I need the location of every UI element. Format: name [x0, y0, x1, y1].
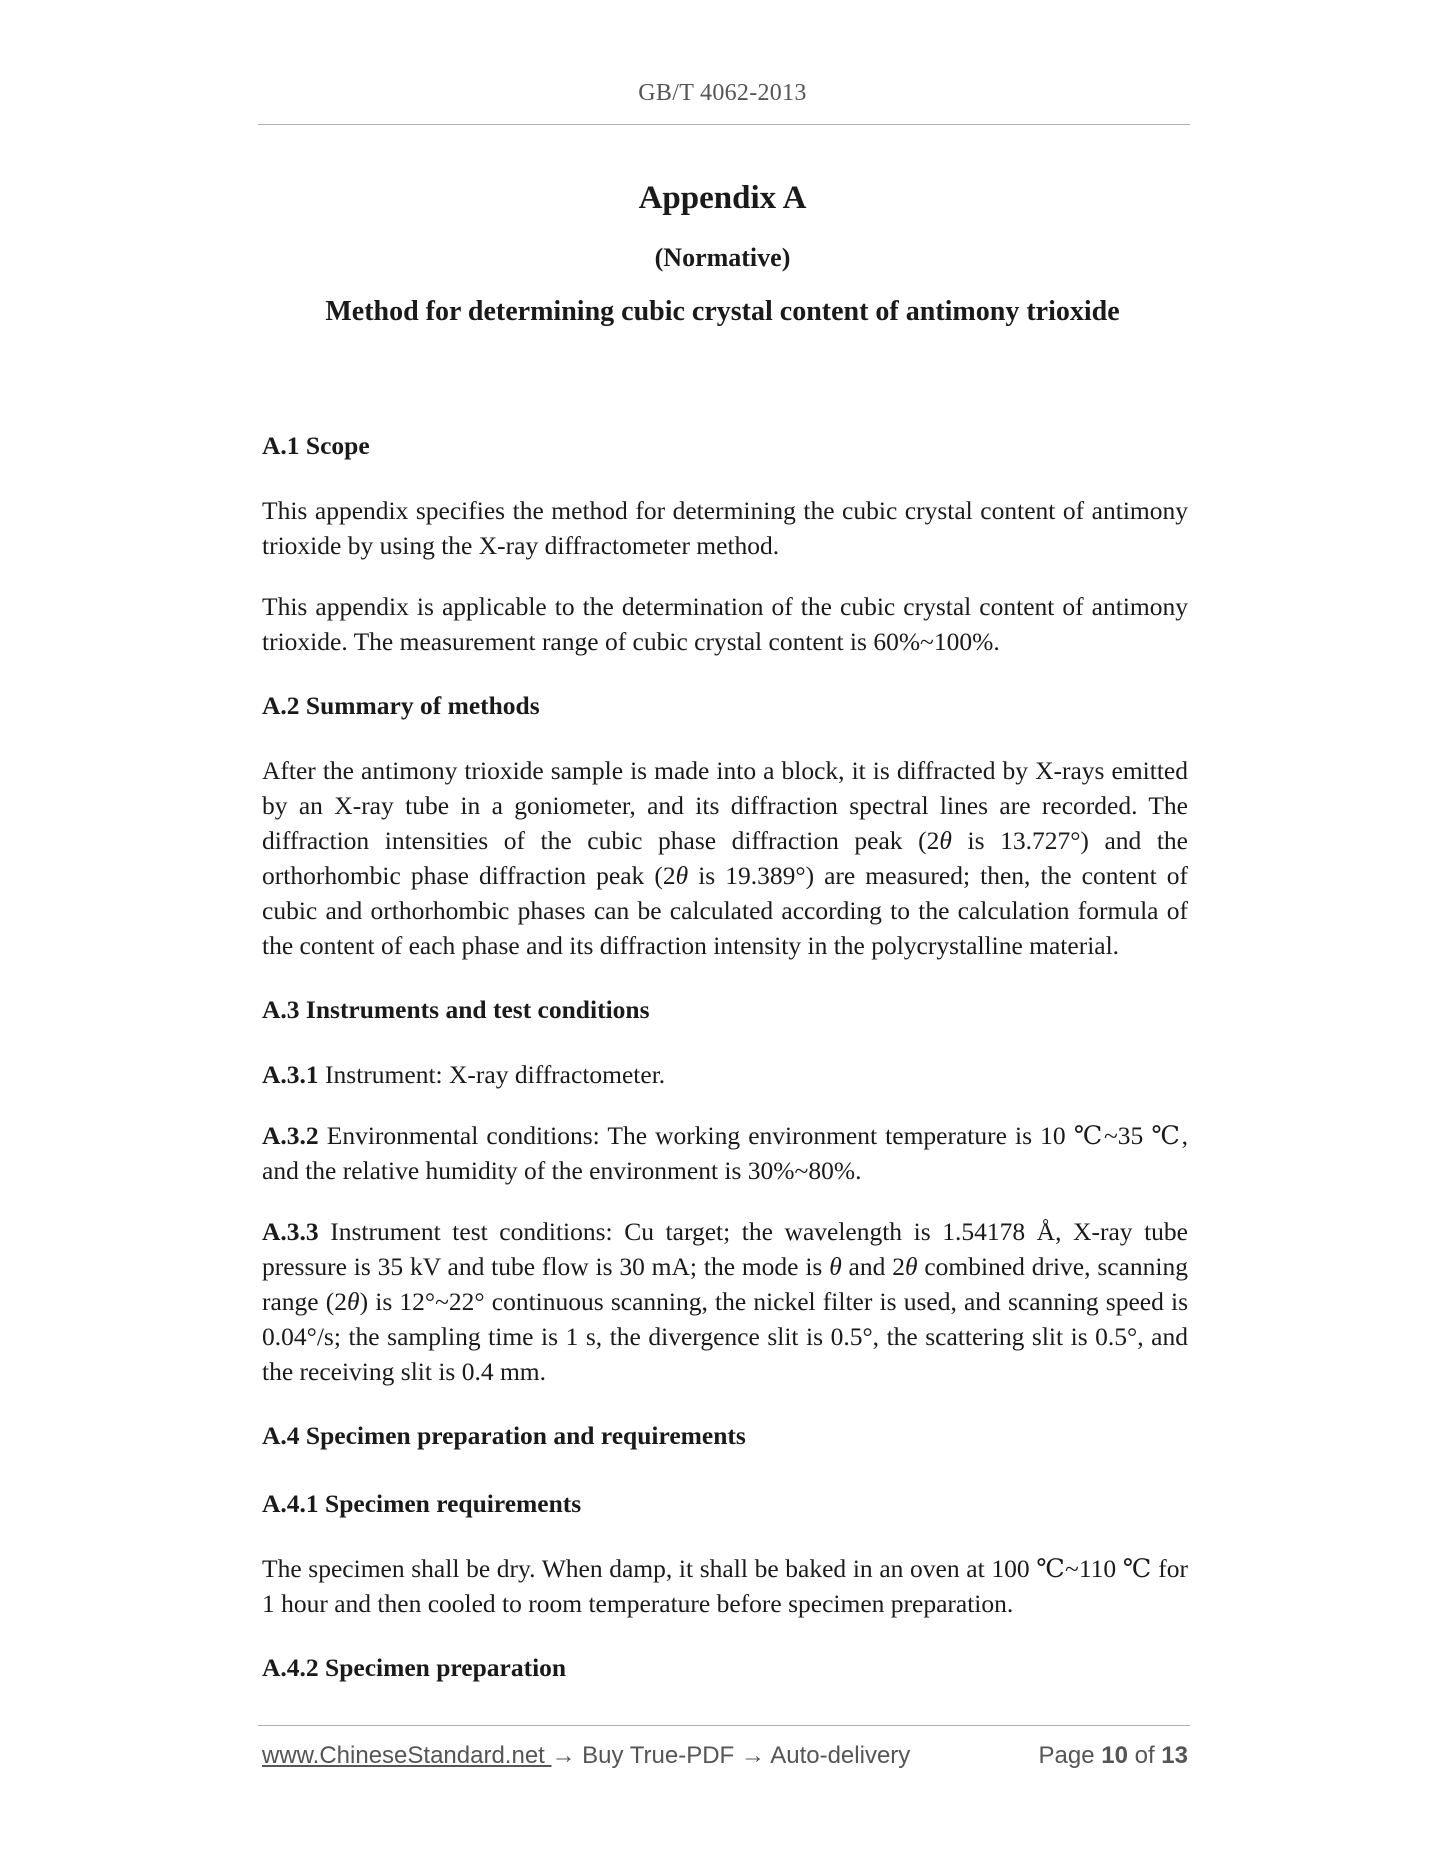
total-page-number: 13 [1161, 1742, 1188, 1769]
paragraph-a3-1 [262, 1057, 1188, 1092]
of-word: of [1127, 1742, 1162, 1769]
arrow-right-icon: → [551, 1742, 576, 1769]
section-heading-a41: A.4.1 Specimen requirements [262, 1489, 582, 1518]
current-page-number: 10 [1101, 1742, 1128, 1769]
clause-number: A.3.3 [262, 1217, 319, 1246]
text-run: is 13.727°) and the orthorhombic phase diffraction peak (2 [262, 826, 1188, 890]
theta-symbol: θ [904, 1252, 918, 1281]
clause-number: A.3.2 [262, 1121, 319, 1150]
paragraph-a3-3 [262, 1214, 1188, 1389]
text-run: After the antimony trioxide sample is made into a block, it is diffracted by X-rays emitted by an X-ray tube in a goniometer, and its diffraction spectral lines are recorded. The diffraction intensities of the cubic phase diffraction peak (2 [262, 756, 1188, 855]
standard-code-header: GB/T 4062-2013 [638, 80, 807, 106]
clause-number: A.3.1 [262, 1060, 319, 1089]
page-word: Page [1038, 1742, 1102, 1769]
text-run: Instrument: X-ray diffractometer. [318, 1060, 666, 1089]
website-link[interactable]: www.ChineseStandard.net [262, 1742, 552, 1769]
text-run: Instrument test conditions: Cu target; the wavelength is 1.54178 Å, X-ray tube pressure is 35 kV and tube flow is 30 mA; the mode is [262, 1217, 1188, 1281]
theta-symbol: θ [675, 861, 689, 890]
paragraph-a2-1 [262, 753, 1188, 963]
text-run: Environmental conditions: The working environment temperature is 10 ℃~35 ℃, and the relative humidity of the environment is 30%~80%. [262, 1121, 1188, 1185]
section-heading-a4: A.4 Specimen preparation and requirements [262, 1421, 746, 1450]
appendix-title: Appendix A [638, 180, 807, 216]
footer-links [262, 1742, 910, 1770]
theta-symbol: θ [347, 1287, 360, 1316]
arrow-right-icon: → [740, 1742, 765, 1769]
auto-delivery-text: Auto-delivery [764, 1742, 911, 1769]
section-heading-a3: A.3 Instruments and test conditions [262, 995, 650, 1024]
header-divider [258, 124, 1190, 125]
text-run: is 19.389°) are measured; then, the content of cubic and orthorhombic phases can be calculated according to the calculation formula of the content of each phase and its diffraction intensity in the polycrystalline material. [262, 861, 1189, 960]
section-heading-a42: A.4.2 Specimen preparation [262, 1653, 567, 1682]
theta-symbol: θ [829, 1252, 842, 1281]
text-run: ) is 12°~22° continuous scanning, the nickel filter is used, and scanning speed is 0.04°/s; the sampling time is 1 s, the divergence slit is 0.5°, the scattering slit is 0.5°, and the receiving slit is 0.4 mm. [262, 1287, 1189, 1386]
section-heading-a1: A.1 Scope [262, 431, 370, 460]
section-heading-a2: A.2 Summary of methods [262, 691, 540, 720]
text-run: combined drive, scanning range (2 [262, 1252, 1188, 1316]
method-title: Method for determining cubic crystal content of antimony trioxide [325, 296, 1120, 327]
paragraph-a1-2: This appendix is applicable to the determination of the cubic crystal content of antimony trioxide. The measurement range of cubic crystal content is 60%~100%. [262, 592, 1188, 656]
paragraph-a3-2 [262, 1118, 1188, 1188]
text-run: and 2 [841, 1252, 905, 1281]
normative-label: (Normative) [654, 243, 791, 272]
document-body [262, 425, 1188, 1715]
paragraph-a4-1: The specimen shall be dry. When damp, it shall be baked in an oven at 100 ℃~110 ℃ for 1 hour and then cooled to room temperature before specimen preparation. [262, 1554, 1188, 1618]
theta-symbol: θ [939, 826, 952, 855]
page-indicator [1039, 1742, 1188, 1770]
buy-pdf-text: Buy True-PDF [575, 1742, 741, 1769]
page-footer [262, 1742, 1188, 1778]
footer-divider [258, 1725, 1190, 1726]
paragraph-a1-1: This appendix specifies the method for determining the cubic crystal content of antimony trioxide by using the X-ray diffractometer method. [262, 496, 1188, 560]
